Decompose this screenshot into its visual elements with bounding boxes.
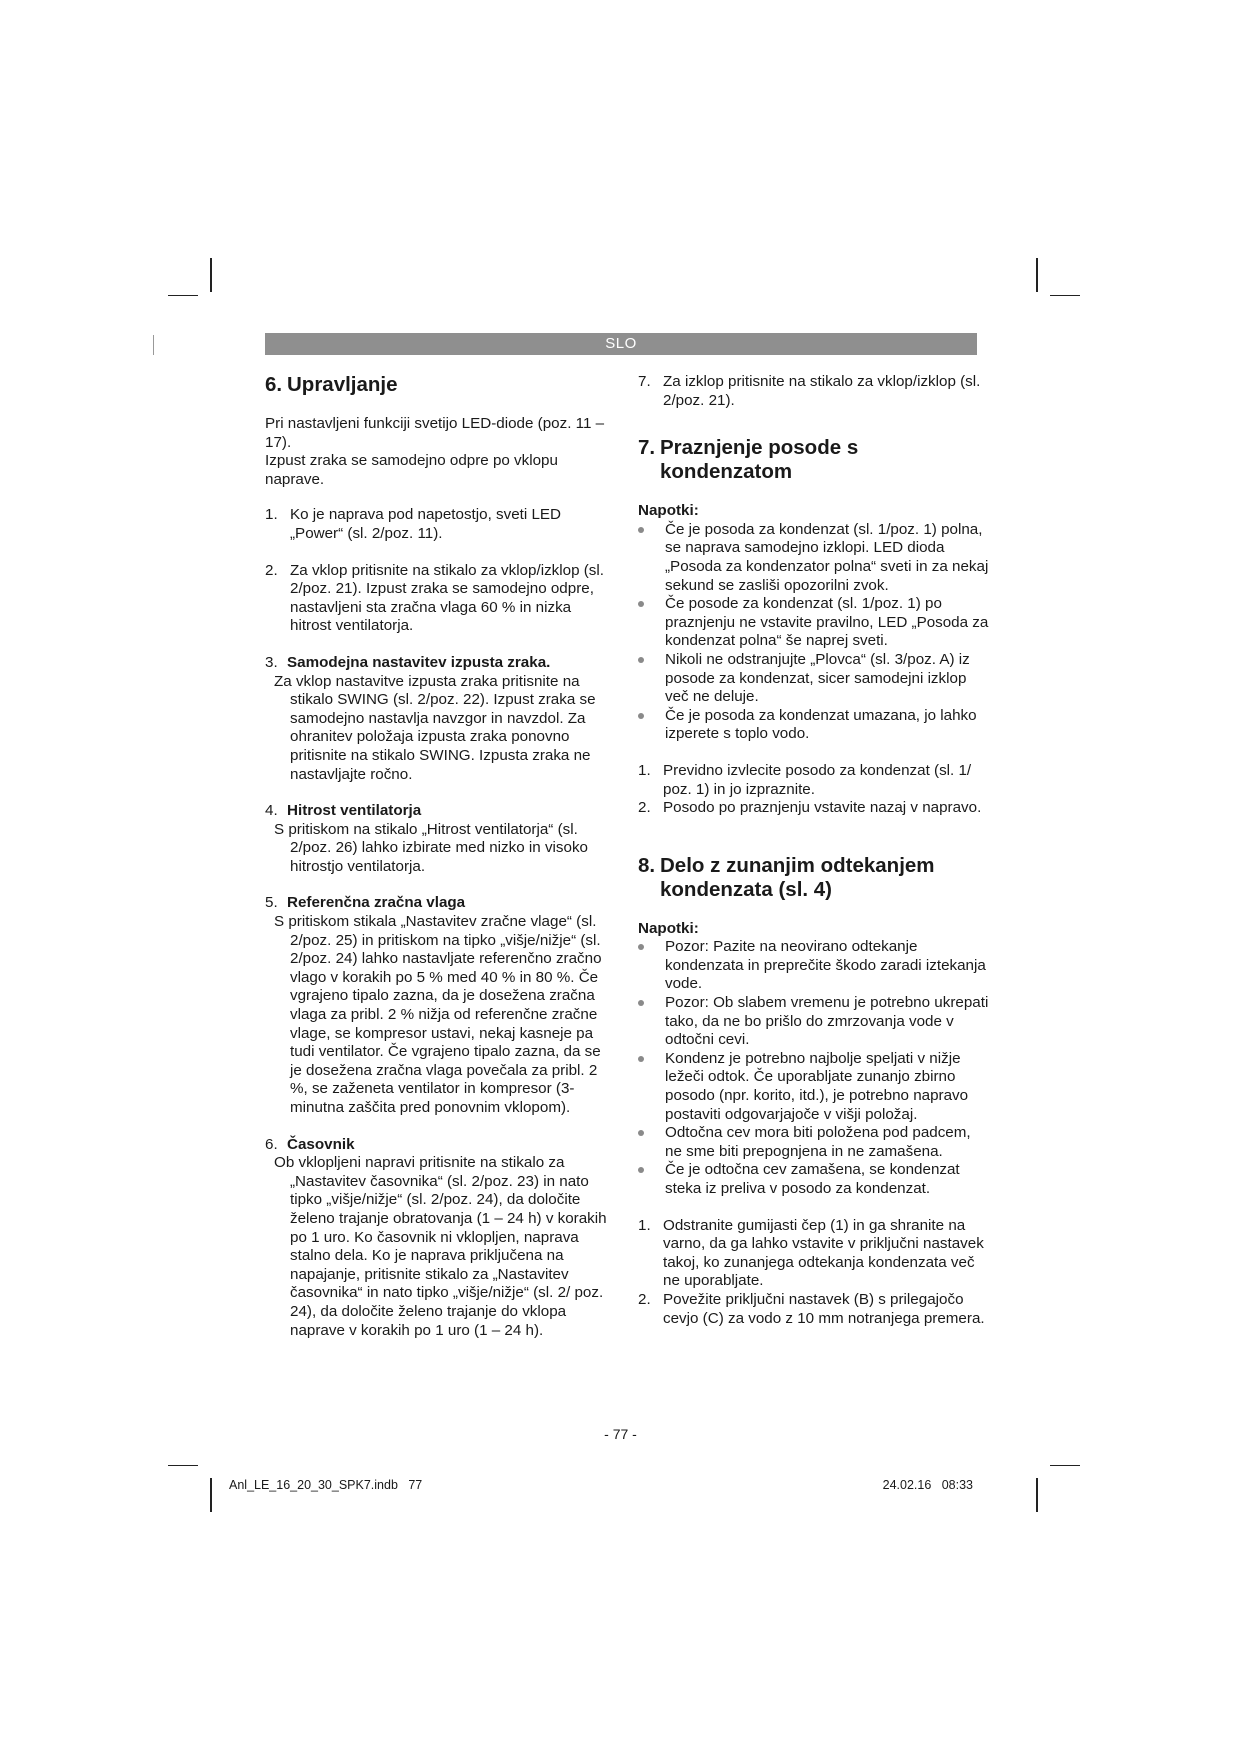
note-item: Pozor: Ob slabem vremenu je potrebno ukrepati tako, da ne bo prišlo do zmrzovanja vode v odtočni cevi. [638, 994, 990, 1050]
intro-paragraph: Izpust zraka se samodejno odpre po vklopu naprave. [265, 452, 558, 488]
list-item: 4. Hitrost ventilatorja S pritiskom na stikalo „Hitrost ventilatorja“ (sl. 2/poz. 26) lahko izbirate med nizko in visoko hitrostjo ventilatorja. [265, 802, 588, 875]
intro-paragraph: Pri nastavljeni funkciji svetijo LED-diode (poz. 11 – 17). [265, 415, 605, 451]
crop-mark [153, 335, 154, 355]
section-heading: 8. Delo z zunanjim odtekanjem kondenzata (sl. 4) [638, 853, 935, 901]
note-item: Če posode za kondenzat (sl. 1/poz. 1) po praznjenju ne vstavite pravilno, LED „Posoda za kondenzat polna“ še naprej sveti. [638, 595, 990, 651]
list-item: 1. Odstranite gumijasti čep (1) in ga shranite na varno, da ga lahko vstavite v priključni nastavek takoj, ko zunanjega odtekanja kondenzata več ne uporabljate. [638, 1216, 984, 1290]
page-number: - 77 - [604, 1426, 637, 1442]
item-title: Referenčna zračna vlaga [287, 894, 466, 912]
item-title: Časovnik [287, 1135, 355, 1153]
list-item: 1. Ko je naprava pod napetostjo, sveti LED „Power“ (sl. 2/poz. 11). [265, 506, 562, 542]
left-column [265, 373, 610, 1340]
print-file-name: Anl_LE_16_20_30_SPK7.indb 77 [229, 1478, 423, 1492]
item-title: Hitrost ventilatorja [287, 802, 422, 820]
notes-label: Napotki: [638, 502, 699, 520]
note-item: Pozor: Pazite na neovirano odtekanje kondenzata in preprečite škodo zaradi iztekanja vode. [638, 938, 990, 994]
note-item: Če je posoda za kondenzat (sl. 1/poz. 1) polna, se naprava samodejno izklopi. LED dioda „Posoda za kondenzator polna“ sveti in za nekaj sekund se zasliši opozorilni zvok. [638, 521, 990, 595]
notes-list [638, 521, 990, 744]
note-item: Nikoli ne odstranjujte „Plovca“ (sl. 3/poz. A) iz posode za kondenzat, sicer samodejni izklop več ne deluje. [638, 651, 990, 707]
crop-mark [1036, 1478, 1038, 1512]
list-item: 2. Povežite priključni nastavek (B) s prilegajočo cevjo (C) za vodo z 10 mm notranjega premera. [638, 1290, 985, 1327]
crop-mark [210, 1478, 212, 1512]
print-timestamp: 24.02.16 08:33 [882, 1478, 973, 1492]
crop-mark [210, 258, 212, 292]
note-item: Če je odtočna cev zamašena, se kondenzat steka iz preliva v posodo za kondenzat. [638, 1161, 990, 1198]
note-item: Odtočna cev mora biti položena pod padcem, ne sme biti prepognjena in ne zamašena. [638, 1124, 990, 1161]
section-heading: 6. Upravljanje [265, 373, 398, 396]
section-heading: 7. Praznjenje posode s kondenzatom [638, 436, 859, 484]
notes-list [638, 938, 990, 1198]
list-item: 5. Referenčna zračna vlaga S pritiskom stikala „Nastavitev zračne vlage“ (sl. 2/poz. 25) in pritiskom na tipko „višje/nižje“ (sl. 2/poz. 24) lahko nastavljate referenčno zračno vlago v korakih po 5 % med 40 % in 80 %. Če vgrajeno tipalo zazna, da je dosežena zračna vlaga za pribl. 2 % nižja od referenčne zračne vlage, se kompresor ustavi, nekaj kasneje pa tudi ventilator. Če vgrajeno tipalo zazna, da se je dosežena zračna vlaga povečala za pribl. 2 %, se zaženeta ventilator in kompresor (3-minutna zaščita pred ponovnim vklopom). [265, 894, 602, 1116]
list-item: 3. Samodejna nastavitev izpusta zraka. Za vklop nastavitve izpusta zraka pritisnite na stikalo SWING (sl. 2/poz. 22). Izpust zraka se samodejno nastavlja navzgor in navzdol. Za ohranitev položaja izpusta zraka ponovno pritisnite na stikalo SWING. Izpusta zraka ne nastavljajte ročno. [265, 653, 596, 783]
crop-mark [1036, 258, 1038, 292]
right-column [638, 373, 990, 1328]
note-item: Če je posoda za kondenzat umazana, jo lahko izperete s toplo vodo. [638, 707, 990, 744]
language-header-bar [265, 333, 977, 355]
crop-mark [168, 295, 198, 296]
list-item: 6. Časovnik Ob vklopljeni napravi pritisnite na stikalo za „Nastavitev časovnika“ (sl. 2/poz. 23) in nato tipko „višje/nižje“ (sl. 2/poz. 24), da določite želeno trajanje obratovanja (1 – 24 h) v korakih po 1 uro. Ko časovnik ni vklopljen, naprava stalno dela. Ko je naprava priključena na napajanje, pritisnite stikalo za „Nastavitev časovnika“ in nato tipko „višje/nižje“ (sl. 2/ poz. 24), da določite želeno trajanje do vklopa naprave v korakih po 1 uro (1 – 24 h). [265, 1135, 607, 1339]
notes-label: Napotki: [638, 919, 699, 937]
list-item: 1. Previdno izvlecite posodo za kondenzat (sl. 1/ poz. 1) in jo izpraznite. [638, 761, 972, 798]
item-title: Samodejna nastavitev izpusta zraka. [287, 653, 551, 671]
crop-mark [1050, 1465, 1080, 1466]
crop-mark [168, 1465, 198, 1466]
list-item: 2. Posodo po praznjenju vstavite nazaj v napravo. [638, 799, 982, 817]
list-item: 2. Za vklop pritisnite na stikalo za vklop/izklop (sl. 2/poz. 21). Izpust zraka se samodejno odpre, nastavljeni sta zračna vlaga 60 % in nizka hitrost ventilatorja. [265, 561, 604, 635]
language-label: SLO [605, 335, 637, 352]
list-item: 7. Za izklop pritisnite na stikalo za vklop/izklop (sl. 2/poz. 21). [638, 373, 981, 409]
note-item: Kondenz je potrebno najbolje speljati v nižje ležeči odtok. Če uporabljate zunanjo zbirno posodo (npr. korito, itd.), je potrebno napravo postaviti odgovarjajoče v višji položaj. [638, 1050, 990, 1124]
crop-mark [1050, 295, 1080, 296]
